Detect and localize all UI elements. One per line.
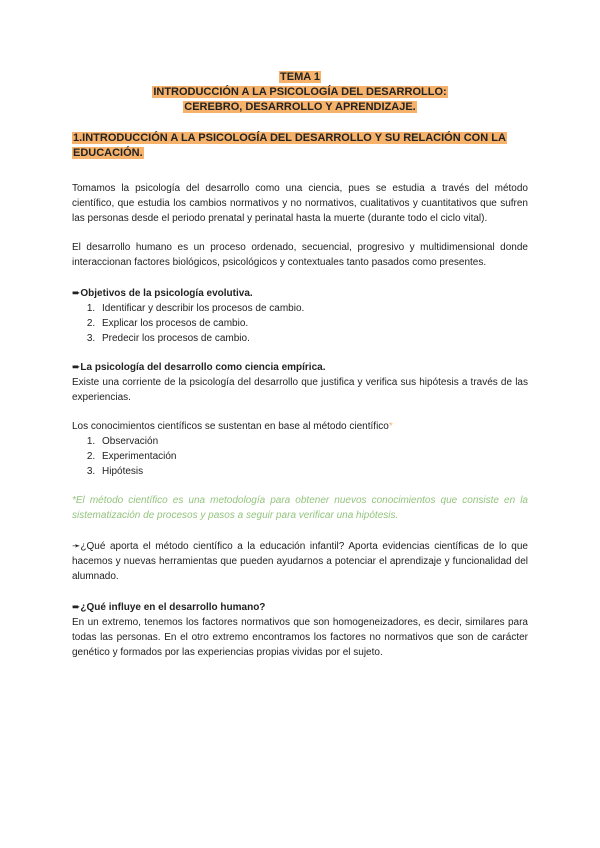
tema-label: TEMA 1 [280,71,320,83]
document-title-block [72,70,528,115]
list-item: 3. Hipótesis [98,464,528,479]
title-line-2: CEREBRO, DESARROLLO Y APRENDIZAJE. [184,101,416,113]
ciencia-section [72,360,528,405]
list-item: 2. Explicar los procesos de cambio. [98,316,528,331]
influye-heading: ➨¿Qué influye en el desarrollo humano? [72,602,266,613]
desarrollo-paragraph: El desarrollo humano es un proceso ordenado, secuencial, progresivo y multidimensional donde interaccionan factores biológicos, psicológicos y contextuales tanto pasados como presentes. [72,242,528,268]
ciencia-heading: ➨La psicología del desarrollo como ciencia empírica. [72,362,326,373]
conocimientos-paragraph: Los conocimientos científicos se sustentan en base al método científico* [72,421,393,432]
aporta-paragraph: ➛¿Qué aporta el método científico a la educación infantil? Aporta evidencias científicas de lo que hacemos y nuevas herramientas que pueden ayudarnos a potenciar el aprendizaje y funcionalidad del alumnado. [72,541,528,582]
list-item: 1. Observación [98,434,528,449]
ciencia-paragraph: Existe una corriente de la psicología del desarrollo que justifica y verifica sus hipótesis a través de las experiencias. [72,377,528,403]
objetivos-list [72,301,528,346]
conocimientos-section [72,419,528,479]
arrow-icon: ➨ [72,288,81,299]
objetivos-section [72,286,528,346]
arrow-icon: ➨ [72,362,81,373]
arrow-icon: ➛ [72,541,81,552]
section-1-heading: 1.INTRODUCCIÓN A LA PSICOLOGÍA DEL DESARROLLO Y SU RELACIÓN CON LA EDUCACIÓN. [73,132,506,159]
title-line-1: INTRODUCCIÓN A LA PSICOLOGÍA DEL DESARROLLO: [153,86,447,98]
metodo-list [72,434,528,479]
objetivos-heading: ➨Objetivos de la psicología evolutiva. [72,288,253,299]
influye-section [72,600,528,660]
footnote-marker: * [388,421,393,432]
metodo-note: *El método científico es una metodología para obtener nuevos conocimientos que consiste en la sistematización de procesos y pasos a seguir para verificar una hipótesis. [72,495,528,521]
arrow-icon: ➨ [72,602,81,613]
influye-paragraph: En un extremo, tenemos los factores normativos que son homogeneizadores, es decir, similares para todas las personas. En el otro extremo encontramos los factores no normativos que son de carácter genético y formados por las experiencias propias vividas por el sujeto. [72,617,528,658]
intro-paragraph: Tomamos la psicología del desarrollo como una ciencia, pues se estudia a través del método científico, que estudia los cambios normativos y no normativos, cualitativos y cuantitativos que sufren las personas desde el periodo prenatal y perinatal hasta la muerte (durante todo el ciclo vital). [72,183,528,224]
list-item: 3. Predecir los procesos de cambio. [98,331,528,346]
document-page [72,70,528,660]
list-item: 2. Experimentación [98,449,528,464]
list-item: 1. Identificar y describir los procesos de cambio. [98,301,528,316]
